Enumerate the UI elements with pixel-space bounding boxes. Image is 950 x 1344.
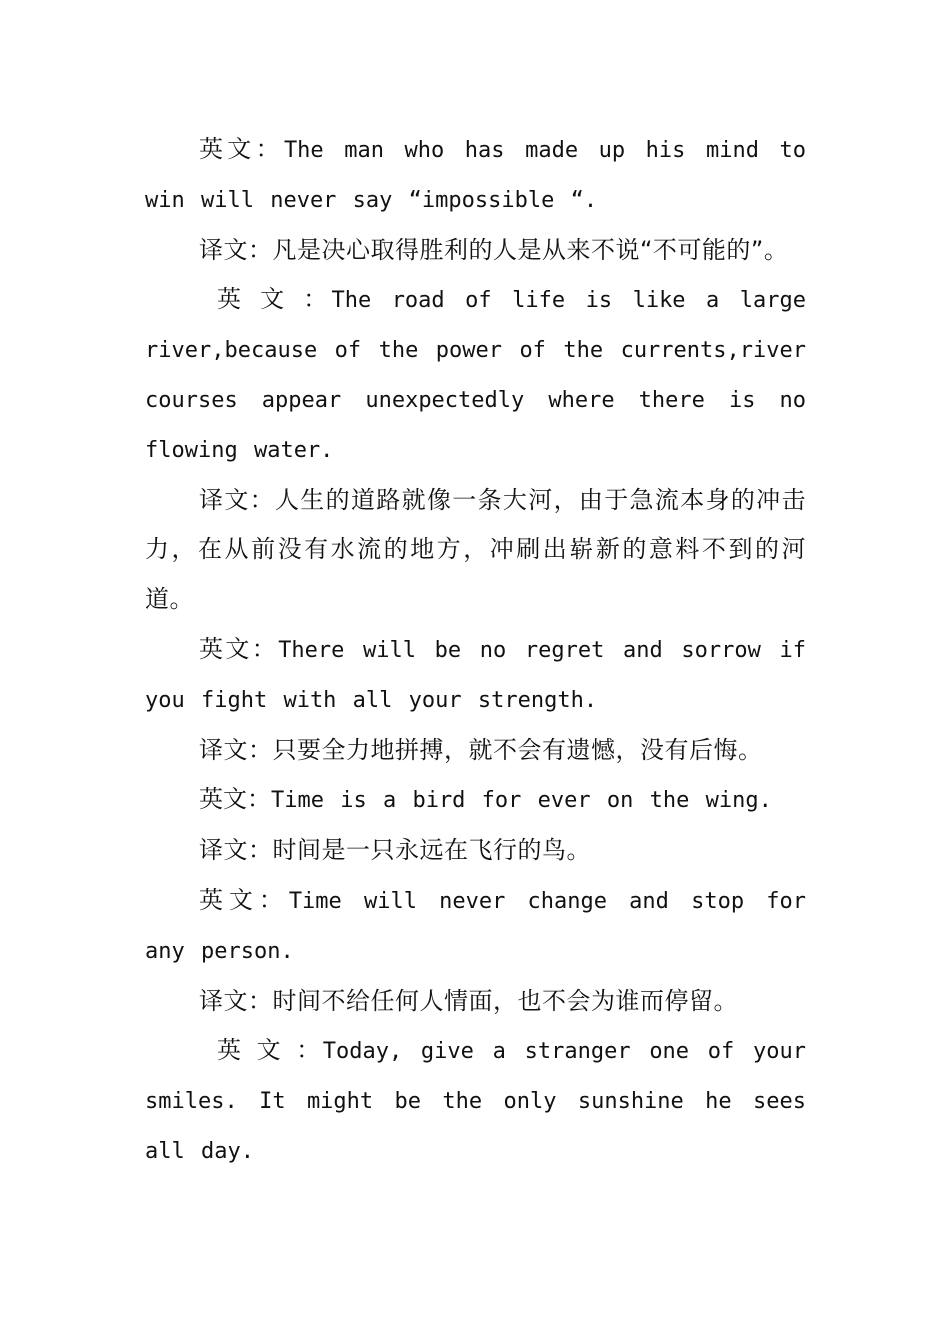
- english-paragraph: [145, 1026, 806, 1176]
- english-paragraph: [145, 775, 806, 826]
- english-label: 英 文 ：: [217, 1036, 323, 1065]
- english-text: There will be no regret and sorrow if you fight with all your strength.: [145, 637, 807, 713]
- translation-text: 时间不给任何人情面，也不会为谁而停留。: [272, 986, 738, 1015]
- english-paragraph: [145, 125, 806, 226]
- translation-label: 译文：: [199, 485, 275, 514]
- translation-label: 译文：: [199, 735, 273, 764]
- english-label: 英文：: [199, 634, 279, 663]
- translation-paragraph: [145, 226, 806, 276]
- document-page: [145, 125, 806, 1177]
- translation-text: 只要全力地拼搏，就不会有遗憾，没有后悔。: [272, 735, 763, 764]
- english-label: 英文：: [199, 785, 271, 814]
- english-paragraph: [145, 625, 806, 726]
- translation-paragraph: [145, 726, 806, 776]
- english-text: Today, give a stranger one of your smiles. It might be the only sunshine he sees all day.: [145, 1039, 806, 1164]
- translation-paragraph: [145, 977, 806, 1027]
- english-label: 英文：: [199, 885, 289, 914]
- translation-text: 时间是一只永远在飞行的鸟。: [272, 836, 591, 865]
- english-label: 英 文 ：: [217, 285, 332, 314]
- english-text: The road of life is like a large river,because of the power of the currents,river courses appear unexpectedly where there is no flowing water.: [145, 288, 806, 463]
- translation-paragraph: [145, 476, 806, 625]
- english-paragraph: [145, 876, 806, 977]
- translation-text: 凡是决心取得胜利的人是从来不说“不可能的”。: [272, 235, 789, 264]
- english-label: 英文：: [199, 135, 284, 163]
- translation-label: 译文：: [199, 986, 273, 1015]
- translation-label: 译文：: [199, 836, 273, 865]
- translation-label: 译文：: [199, 235, 273, 264]
- english-text: The man who has made up his mind to win will never say “impossible “.: [145, 138, 806, 213]
- english-text: Time is a bird for ever on the wing.: [271, 788, 772, 814]
- translation-paragraph: [145, 826, 806, 876]
- english-paragraph: [145, 275, 806, 475]
- english-text: Time will never change and stop for any person.: [145, 888, 806, 964]
- translation-text: 人生的道路就像一条大河，由于急流本身的冲击力，在从前没有水流的地方，冲刷出崭新的意料不到的河道。: [145, 485, 807, 614]
